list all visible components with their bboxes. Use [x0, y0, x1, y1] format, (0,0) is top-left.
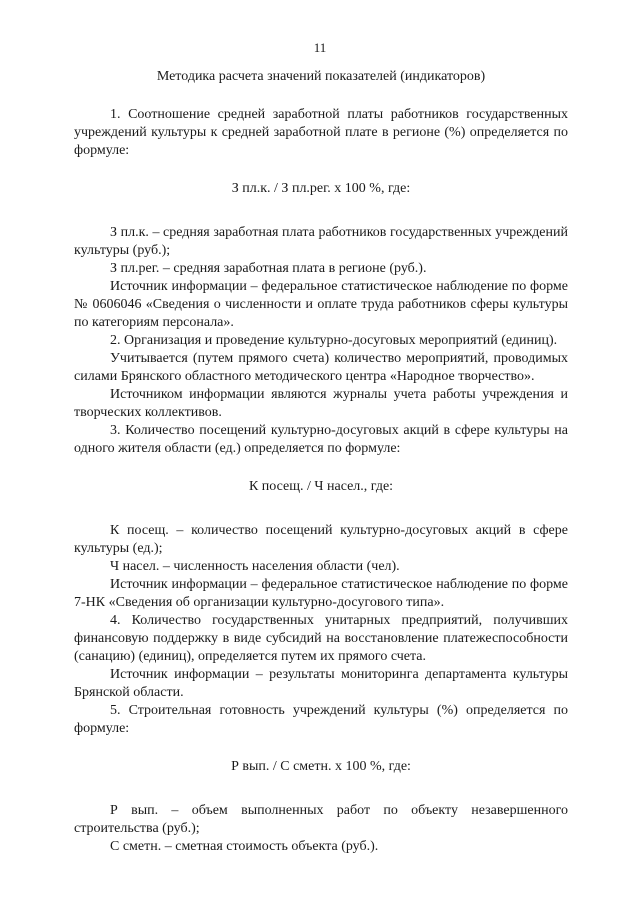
document-title: Методика расчета значений показателей (индикаторов): [156, 69, 486, 84]
definition-r-vyp: Р вып. – объем выполненных работ по объекту незавершенного строительства (руб.);: [74, 803, 568, 836]
source-info-3: Источник информации – федеральное статистическое наблюдение по форме 7-НК «Сведения об организации культурно-досугового типа».: [74, 577, 568, 610]
definition-ch-nasel: Ч насел. – численность населения области (чел).: [110, 559, 400, 574]
formula-2: К посещ. / Ч насел., где:: [248, 479, 394, 494]
source-info-4: Источник информации – результаты мониторинга департамента культуры Брянской области.: [74, 667, 568, 700]
paragraph-2-intro: 2. Организация и проведение культурно-досуговых мероприятий (единиц).: [110, 333, 558, 348]
source-info-2: Источником информации являются журналы учета работы учреждения и творческих коллективов.: [74, 387, 568, 420]
paragraph-4-intro: 4. Количество государственных унитарных предприятий, получивших финансовую поддержку в виде субсидий на восстановление платежеспособности (санацию) (единиц), определяется путем их прямого счета.: [74, 613, 568, 664]
definition-zpl-reg: З пл.рег. – средняя заработная плата в регионе (руб.).: [110, 261, 427, 276]
paragraph-5-intro: 5. Строительная готовность учреждений культуры (%) определяется по формуле:: [74, 703, 568, 736]
paragraph-3-intro: 3. Количество посещений культурно-досуговых акций в сфере культуры на одного жителя области (ед.) определяется по формуле:: [74, 423, 568, 456]
source-info-1: Источник информации – федеральное статистическое наблюдение по форме № 0606046 «Сведения о численности и оплате труда работников сферы культуры по категориям персонала».: [74, 279, 568, 330]
formula-1: З пл.к. / З пл.рег. х 100 %, где:: [231, 181, 411, 196]
formula-3: Р вып. / С сметн. х 100 %, где:: [231, 759, 411, 774]
definition-zpl-k: З пл.к. – средняя заработная плата работников государственных учреждений культуры (руб.);: [74, 225, 568, 258]
definition-k-posesch: К посещ. – количество посещений культурно-досуговых акций в сфере культуры (ед.);: [74, 523, 568, 556]
definition-s-smetn: С сметн. – сметная стоимость объекта (руб.).: [110, 839, 379, 854]
paragraph-1-intro: 1. Соотношение средней заработной платы работников государственных учреждений культуры к средней заработной плате в регионе (%) определяется по формуле:: [74, 107, 568, 158]
page-number: 11: [313, 40, 327, 55]
paragraph-2-method: Учитывается (путем прямого счета) количество мероприятий, проводимых силами Брянского областного методического центра «Народное творчество».: [74, 351, 568, 384]
document-body: [74, 68, 568, 856]
